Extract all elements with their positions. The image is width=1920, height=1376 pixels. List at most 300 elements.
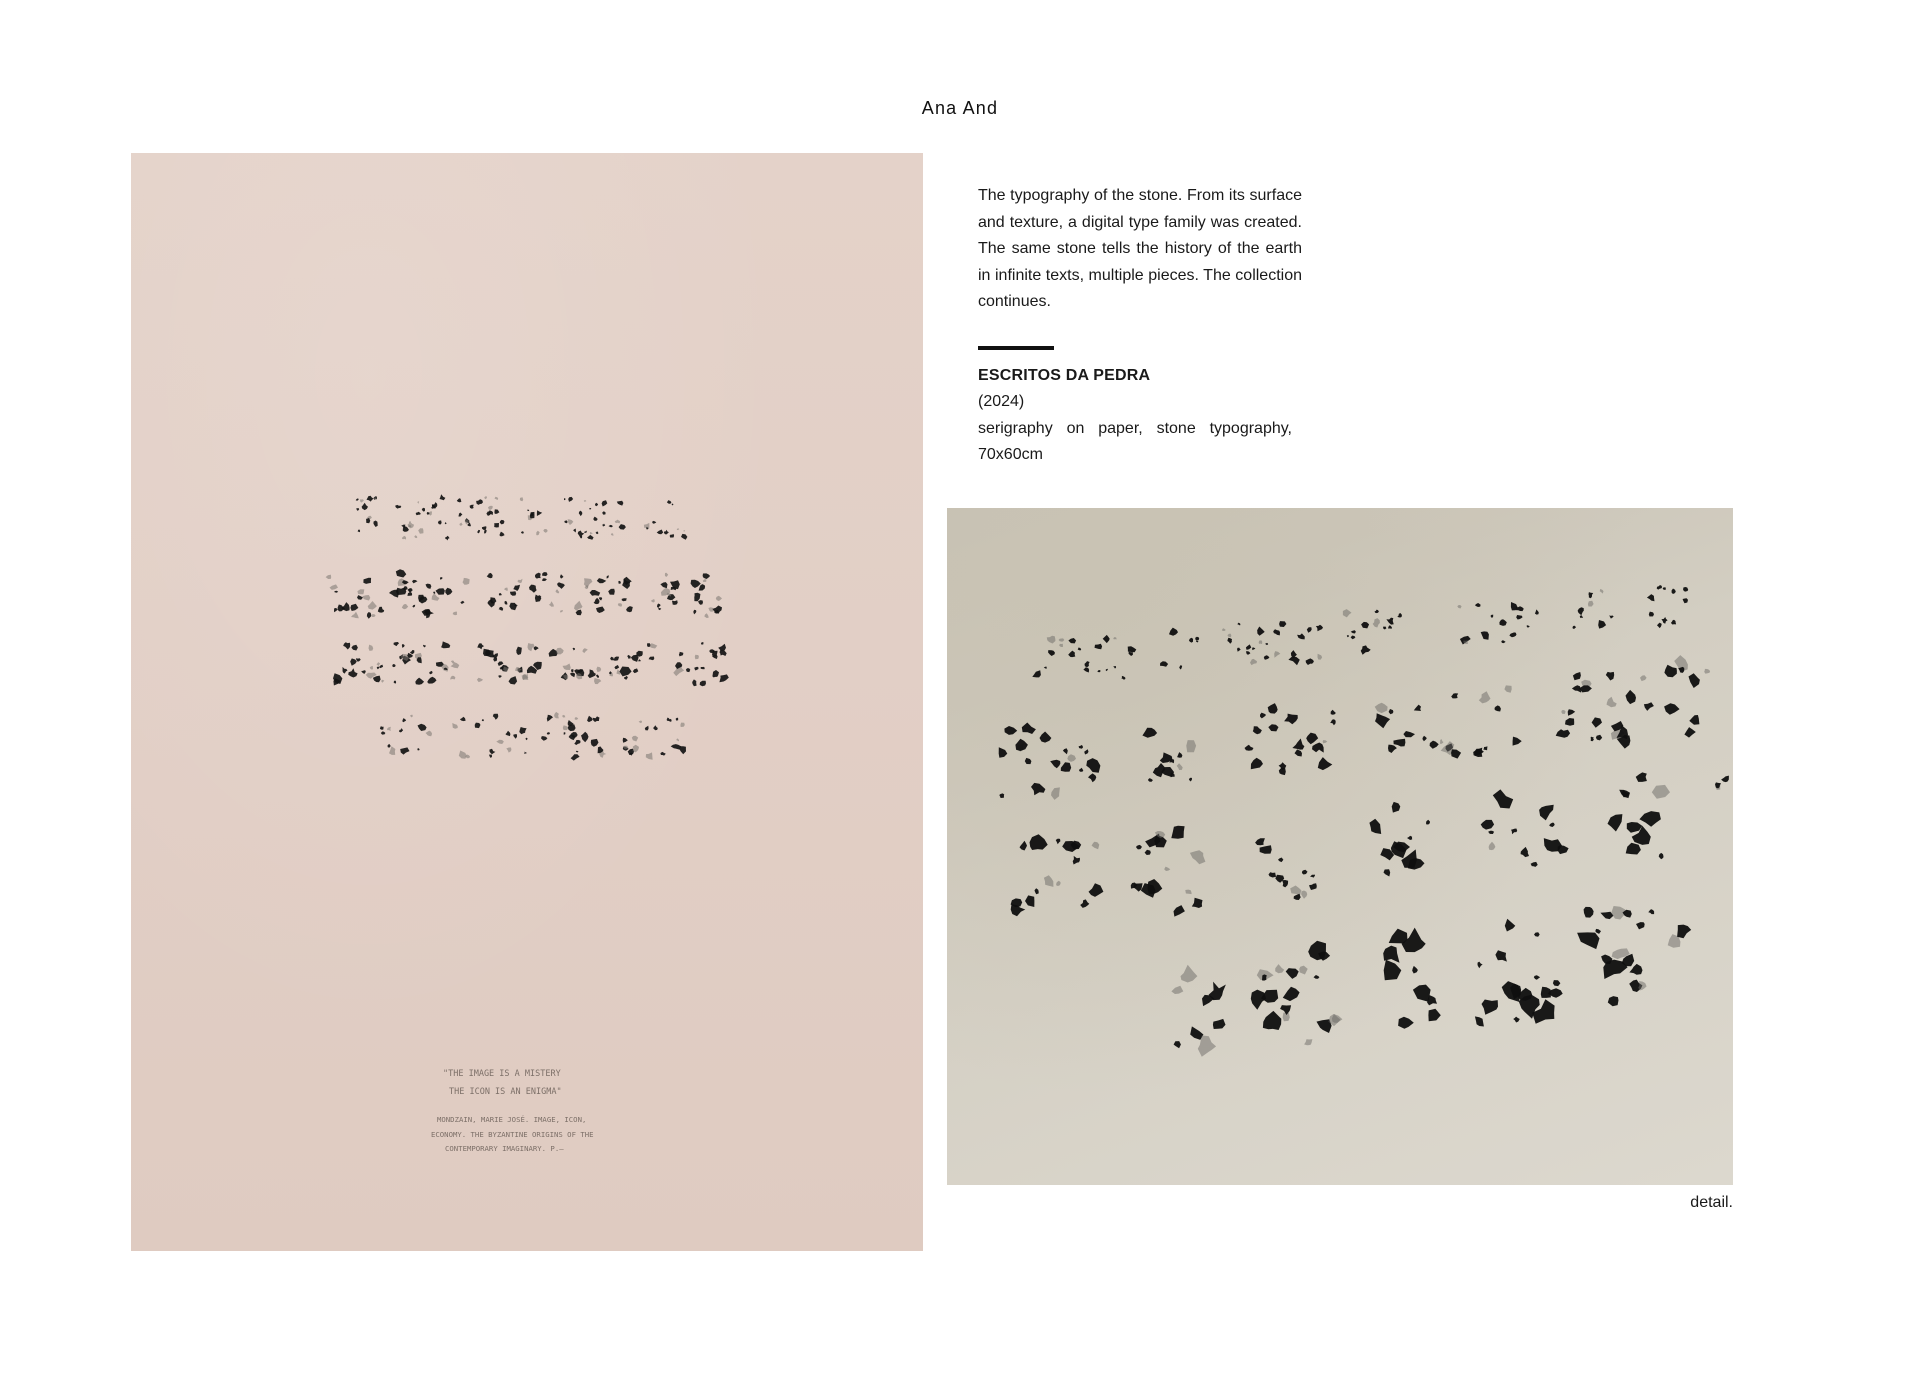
ink-speck	[1483, 746, 1487, 750]
ink-speck	[623, 738, 628, 743]
ink-speck	[1351, 630, 1356, 633]
ink-speck	[1092, 842, 1100, 849]
handwritten-quote-line1: "THE IMAGE IS A MISTERY	[443, 1069, 561, 1079]
ink-speck	[660, 752, 665, 756]
ink-speck	[1657, 585, 1662, 590]
ink-speck	[1314, 975, 1320, 979]
ink-speck	[1553, 980, 1561, 986]
ink-speck	[564, 732, 566, 734]
ink-speck	[570, 673, 575, 678]
ink-speck	[665, 573, 668, 577]
ink-speck	[357, 595, 363, 600]
ink-speck	[1025, 895, 1034, 907]
ink-speck	[568, 519, 574, 525]
ink-speck	[1657, 623, 1662, 629]
ink-speck	[343, 642, 350, 649]
ink-speck	[490, 597, 496, 603]
ink-speck	[1278, 858, 1283, 863]
ink-speck	[1644, 702, 1654, 711]
ink-speck	[543, 529, 547, 533]
ink-speck	[1440, 739, 1443, 744]
ink-speck	[394, 642, 400, 646]
ink-speck	[414, 535, 417, 538]
ink-speck	[535, 573, 541, 579]
ink-speck	[1294, 894, 1301, 900]
ink-speck	[1063, 748, 1068, 754]
work-year: (2024)	[978, 393, 1025, 410]
ink-speck	[618, 603, 622, 607]
ink-speck	[394, 681, 397, 684]
ink-speck	[1598, 620, 1606, 629]
ink-speck	[1051, 787, 1060, 800]
ink-speck	[460, 601, 464, 604]
ink-speck	[1511, 829, 1517, 835]
ink-speck	[1595, 929, 1601, 934]
ink-speck	[1035, 888, 1039, 894]
ink-speck	[619, 667, 631, 677]
ink-speck	[509, 676, 518, 684]
ink-speck	[377, 667, 380, 670]
ink-speck	[535, 595, 542, 603]
ink-speck	[1083, 667, 1089, 672]
ink-speck	[594, 678, 601, 684]
ink-speck	[1265, 643, 1268, 645]
ink-speck	[1451, 693, 1458, 698]
ink-speck	[1592, 717, 1602, 727]
stone-typography-glyphs	[326, 494, 729, 760]
ink-speck	[679, 652, 683, 657]
ink-speck	[1295, 749, 1303, 756]
ink-speck	[695, 655, 699, 660]
ink-speck	[698, 600, 703, 605]
ink-speck	[505, 731, 510, 736]
ink-speck	[681, 534, 687, 540]
ink-speck	[1457, 605, 1461, 609]
ink-speck	[1121, 676, 1125, 680]
ink-speck	[1148, 778, 1153, 782]
ink-speck	[499, 593, 502, 596]
ink-speck	[1495, 705, 1501, 711]
ink-speck	[415, 678, 424, 685]
ink-speck	[1513, 1017, 1520, 1023]
ink-speck	[493, 657, 497, 661]
ink-speck	[1040, 732, 1052, 743]
ink-speck	[1164, 867, 1170, 871]
ink-speck	[1373, 618, 1380, 627]
ink-speck	[1306, 658, 1314, 665]
ink-speck	[445, 536, 449, 541]
ink-speck	[1260, 713, 1266, 719]
ink-speck	[1535, 609, 1539, 614]
ink-speck	[1388, 745, 1397, 753]
ink-speck	[622, 598, 627, 601]
ink-speck	[1209, 982, 1226, 1001]
ink-speck	[1504, 685, 1511, 692]
ink-speck	[1403, 731, 1415, 737]
ink-speck	[1414, 705, 1421, 711]
ink-speck	[1261, 990, 1278, 1003]
ink-speck	[378, 607, 384, 613]
ink-speck	[1565, 718, 1574, 726]
ink-speck	[1192, 898, 1203, 908]
ink-speck	[1174, 905, 1185, 917]
ink-speck	[408, 522, 415, 528]
ink-speck	[1103, 635, 1110, 643]
ink-speck	[578, 531, 585, 539]
ink-speck	[1351, 636, 1356, 640]
ink-speck	[1179, 665, 1182, 669]
ink-speck	[1591, 737, 1594, 742]
ink-speck	[547, 715, 553, 722]
ink-speck	[499, 607, 504, 611]
ink-speck	[653, 725, 658, 730]
ink-speck	[1196, 641, 1199, 643]
ink-speck	[489, 749, 495, 754]
ink-speck	[608, 589, 615, 595]
ink-speck	[427, 677, 436, 684]
ink-speck	[417, 748, 419, 750]
ink-speck	[460, 717, 466, 721]
ink-speck	[1097, 670, 1100, 672]
ink-speck	[1227, 638, 1232, 644]
ink-speck	[602, 500, 608, 506]
ink-speck	[1145, 850, 1151, 855]
ink-speck	[475, 723, 481, 729]
ink-speck	[679, 746, 686, 754]
ink-speck	[1495, 950, 1507, 961]
ink-speck	[1578, 607, 1584, 615]
ink-speck	[1384, 960, 1402, 981]
ink-speck	[1659, 853, 1664, 859]
ink-speck	[594, 598, 600, 604]
ink-speck	[1568, 709, 1576, 716]
ink-speck	[703, 579, 707, 582]
ink-speck	[1534, 975, 1540, 980]
ink-speck	[657, 604, 661, 609]
ink-speck	[515, 604, 518, 607]
ink-speck	[429, 671, 433, 674]
ink-speck	[579, 511, 583, 516]
ink-speck	[699, 584, 706, 591]
ink-speck	[1589, 592, 1594, 598]
ink-speck	[1250, 659, 1257, 665]
ink-speck	[560, 610, 563, 613]
ink-speck	[1095, 644, 1103, 650]
ink-speck	[1478, 962, 1483, 969]
ink-speck	[1015, 739, 1028, 751]
ink-speck	[1672, 589, 1676, 595]
ink-speck	[667, 500, 672, 504]
ink-speck	[1677, 925, 1691, 939]
ink-speck	[362, 595, 370, 601]
ink-speck	[1274, 651, 1280, 658]
ink-speck	[399, 728, 403, 732]
ink-speck	[1237, 648, 1241, 652]
ink-speck	[1689, 673, 1700, 688]
ink-speck	[670, 534, 675, 538]
ink-speck	[1638, 981, 1646, 991]
ink-speck	[1475, 603, 1480, 607]
ink-speck	[584, 531, 587, 533]
ink-speck	[1106, 669, 1108, 671]
ink-speck	[1280, 1005, 1291, 1015]
ink-speck	[1312, 743, 1324, 753]
ink-speck	[597, 578, 607, 583]
ink-speck	[609, 525, 613, 527]
ink-speck	[1073, 856, 1080, 865]
ink-speck	[1398, 1017, 1414, 1029]
ink-speck	[1171, 986, 1183, 994]
ink-speck	[554, 712, 559, 719]
ink-speck	[649, 657, 655, 661]
ink-speck	[1482, 1000, 1499, 1015]
ink-speck	[1299, 966, 1308, 975]
ink-speck	[343, 667, 348, 674]
ink-speck	[403, 586, 407, 590]
ink-speck	[402, 718, 406, 722]
ink-speck	[1078, 647, 1082, 650]
ink-speck	[1181, 965, 1198, 983]
description-paragraph: The typography of the stone. From its surface and texture, a digital type family was created. The same stone tells the history of the earth in infinite texts, multiple pieces. The collection continues.	[978, 187, 1302, 310]
ink-speck	[440, 494, 446, 500]
ink-speck	[536, 531, 539, 536]
ink-speck	[1389, 709, 1394, 714]
ink-speck	[1050, 760, 1060, 769]
ink-speck	[1056, 881, 1060, 886]
ink-speck	[1664, 665, 1677, 678]
ink-speck	[593, 517, 597, 521]
ink-speck	[701, 667, 705, 669]
ink-speck	[373, 676, 381, 683]
ink-speck	[582, 648, 588, 653]
ink-speck	[632, 736, 638, 742]
ink-speck	[1606, 672, 1614, 681]
ink-speck	[629, 753, 632, 756]
ink-speck	[683, 530, 685, 531]
ink-speck	[477, 678, 483, 682]
ink-speck	[633, 745, 640, 753]
ink-speck	[367, 612, 371, 619]
work-title: ESCRITOS DA PEDRA	[978, 366, 1151, 384]
ink-speck	[412, 605, 415, 608]
ink-speck	[395, 505, 401, 509]
ink-speck	[1561, 710, 1565, 714]
ink-speck	[619, 524, 626, 530]
ink-speck	[1573, 626, 1577, 629]
ink-speck	[1128, 646, 1137, 652]
ink-speck	[1375, 703, 1388, 713]
ink-speck	[584, 578, 593, 588]
ink-speck	[672, 504, 674, 506]
ink-speck	[402, 644, 405, 648]
ink-speck	[516, 647, 522, 655]
ink-speck	[1689, 715, 1699, 725]
ink-speck	[1422, 736, 1426, 742]
ink-speck	[423, 645, 426, 648]
ink-speck	[513, 585, 520, 591]
ink-speck	[392, 664, 395, 667]
ink-speck	[370, 666, 373, 669]
detail-artwork-canvas	[947, 508, 1733, 1185]
ink-speck	[1290, 886, 1301, 896]
ink-speck	[563, 664, 571, 671]
ink-speck	[660, 582, 667, 588]
ink-speck	[513, 734, 517, 739]
ink-speck	[596, 667, 601, 673]
ink-speck	[402, 536, 406, 540]
ink-speck	[1408, 858, 1425, 870]
ink-speck	[618, 581, 620, 584]
ink-speck	[617, 501, 624, 506]
ink-speck	[387, 727, 391, 731]
ink-speck	[1558, 845, 1569, 854]
ink-speck	[1426, 820, 1430, 825]
ink-speck	[719, 674, 728, 682]
ink-speck	[519, 727, 526, 734]
ink-speck	[416, 512, 421, 516]
ink-speck	[422, 508, 425, 512]
ink-speck	[676, 718, 679, 721]
ink-speck	[617, 669, 621, 675]
ink-speck	[658, 608, 661, 610]
ink-speck	[1264, 655, 1270, 660]
ink-speck	[1260, 845, 1272, 854]
ink-speck	[453, 612, 457, 616]
ink-speck	[1392, 802, 1401, 813]
ink-speck	[1389, 929, 1408, 944]
ink-speck	[694, 593, 700, 602]
ink-speck	[1600, 589, 1604, 594]
ink-speck	[1304, 1039, 1312, 1045]
ink-speck	[652, 521, 656, 524]
ink-speck	[441, 641, 450, 648]
ink-speck	[1169, 628, 1178, 636]
ink-speck	[380, 726, 384, 730]
ink-speck	[412, 580, 418, 584]
ink-speck	[1318, 757, 1333, 770]
ink-speck	[1375, 610, 1379, 614]
ink-speck	[1386, 618, 1393, 625]
ink-speck	[505, 601, 508, 605]
ink-speck	[452, 723, 457, 729]
handwritten-note	[431, 1069, 594, 1153]
ink-speck	[357, 589, 364, 594]
ink-speck	[587, 716, 593, 722]
ink-speck	[1047, 636, 1056, 644]
ink-speck	[358, 530, 360, 533]
ink-speck	[1493, 789, 1513, 808]
ink-speck	[1136, 845, 1142, 850]
ink-speck	[367, 496, 374, 502]
ink-speck	[489, 755, 492, 758]
ink-speck	[564, 498, 566, 500]
ink-speck	[1080, 899, 1089, 908]
ink-speck	[520, 497, 523, 501]
ink-speck	[700, 681, 706, 687]
ink-speck	[574, 740, 580, 745]
ink-speck	[627, 655, 631, 659]
ink-speck	[1397, 613, 1402, 618]
ink-speck	[379, 665, 383, 669]
ink-speck	[476, 499, 483, 505]
ink-speck	[573, 529, 576, 533]
ink-speck	[410, 715, 413, 718]
ink-speck	[537, 510, 542, 516]
ink-speck	[477, 643, 484, 649]
ink-speck	[356, 499, 359, 501]
text-column	[978, 183, 1302, 469]
ink-speck	[1297, 633, 1305, 639]
ink-speck	[495, 497, 499, 500]
ink-speck	[1361, 622, 1369, 629]
ink-speck	[356, 658, 361, 662]
ink-speck	[636, 651, 642, 657]
ink-speck	[1671, 620, 1676, 625]
handwritten-credit-line3: CONTEMPORARY IMAGINARY. P.—	[445, 1144, 564, 1153]
ink-speck	[1683, 598, 1688, 603]
ink-speck	[680, 723, 684, 727]
ink-speck	[672, 600, 678, 605]
ink-speck	[1516, 615, 1522, 620]
ink-speck	[488, 506, 493, 510]
ink-speck	[388, 744, 391, 748]
ink-speck	[1160, 661, 1168, 667]
ink-speck	[1252, 647, 1255, 650]
handwritten-quote-line2: THE ICON IS AN ENIGMA"	[449, 1087, 562, 1097]
ink-speck	[596, 607, 605, 614]
ink-speck	[1061, 762, 1071, 772]
ink-speck	[638, 659, 641, 661]
ink-speck	[718, 644, 726, 651]
ink-speck	[1273, 629, 1280, 635]
ink-speck	[677, 528, 680, 530]
ink-speck	[1174, 1041, 1181, 1048]
ink-speck	[334, 608, 338, 612]
ink-speck	[691, 580, 701, 588]
ink-speck	[1407, 836, 1412, 840]
ink-speck	[568, 497, 573, 502]
ink-speck	[1022, 723, 1036, 735]
ink-speck	[510, 591, 516, 595]
ink-speck	[509, 603, 517, 611]
ink-speck	[1509, 632, 1516, 637]
ink-speck	[482, 526, 487, 530]
ink-speck	[587, 535, 594, 540]
ink-speck	[1246, 644, 1251, 650]
ink-speck	[575, 717, 579, 720]
ink-speck	[650, 643, 657, 648]
ink-speck	[1375, 713, 1390, 728]
ink-speck	[1588, 601, 1594, 607]
ink-speck	[585, 585, 589, 589]
ink-speck	[1245, 745, 1254, 751]
ink-speck	[1025, 758, 1032, 764]
ink-speck	[1044, 667, 1047, 669]
ink-speck	[482, 719, 484, 721]
ink-speck	[459, 523, 462, 526]
ink-speck	[1032, 670, 1041, 677]
ink-speck	[712, 670, 719, 677]
ink-speck	[1661, 617, 1667, 624]
ink-speck	[1491, 615, 1494, 618]
ink-speck	[436, 588, 445, 595]
ink-speck	[1195, 637, 1199, 641]
ink-speck	[1347, 635, 1349, 637]
ink-speck	[1663, 587, 1666, 590]
ink-speck	[402, 604, 408, 609]
ink-speck	[484, 529, 487, 534]
ink-speck	[615, 520, 621, 524]
